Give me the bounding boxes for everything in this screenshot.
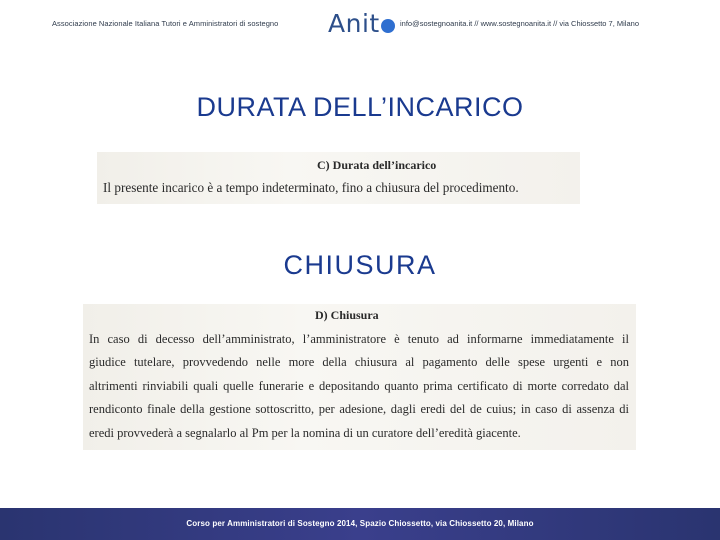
- paragraph-line: altrimenti rinviabili quali quelle funerarie e depositando quanto prima certificato di morte corredato dal: [89, 378, 629, 393]
- paragraph-line: In caso di decesso dell’amministrato, l’amministratore è tenuto ad informarne immediatamente il: [89, 332, 629, 346]
- section-title-chiusura: CHIUSURA: [283, 250, 437, 280]
- chiusura-paragraph: [89, 328, 629, 445]
- contact-info: info@sostegnoanita.it // www.sostegnoanita.it // via Chiossetto 7, Milano: [400, 19, 639, 28]
- scan-heading-d: D) Chiusura: [315, 308, 379, 322]
- scan-heading-c: C) Durata dell’incarico: [317, 158, 437, 172]
- logo-dot-icon: [381, 19, 395, 33]
- footer-bar: [0, 508, 720, 540]
- section-title-durata: DURATA DELL’INCARICO: [196, 92, 524, 122]
- paragraph-line: rendiconto finale della gestione sottoscritto, per adesione, dagli eredi del de cuius; in caso di assenza di: [89, 402, 629, 417]
- scan-excerpt-chiusura: [83, 304, 636, 450]
- paragraph-line: eredi provvederà a segnalarlo al Pm per la nomina di un curatore dell’eredità giacente.: [89, 425, 521, 440]
- scan-text-durata: Il presente incarico è a tempo indeterminato, fino a chiusura del procedimento.: [103, 180, 519, 195]
- header-bar: [0, 0, 720, 56]
- logo-text: Anit: [328, 9, 380, 38]
- scan-excerpt-durata: [97, 152, 580, 204]
- footer-text: Corso per Amministratori di Sostegno 2014, Spazio Chiossetto, via Chiossetto 20, Milano: [186, 519, 534, 528]
- anita-logo: [328, 9, 395, 38]
- association-name: Associazione Nazionale Italiana Tutori e Amministratori di sostegno: [52, 19, 279, 28]
- paragraph-line: giudice tutelare, provvedendo nelle more della chiusura al pagamento delle spese urgenti e non: [89, 355, 629, 370]
